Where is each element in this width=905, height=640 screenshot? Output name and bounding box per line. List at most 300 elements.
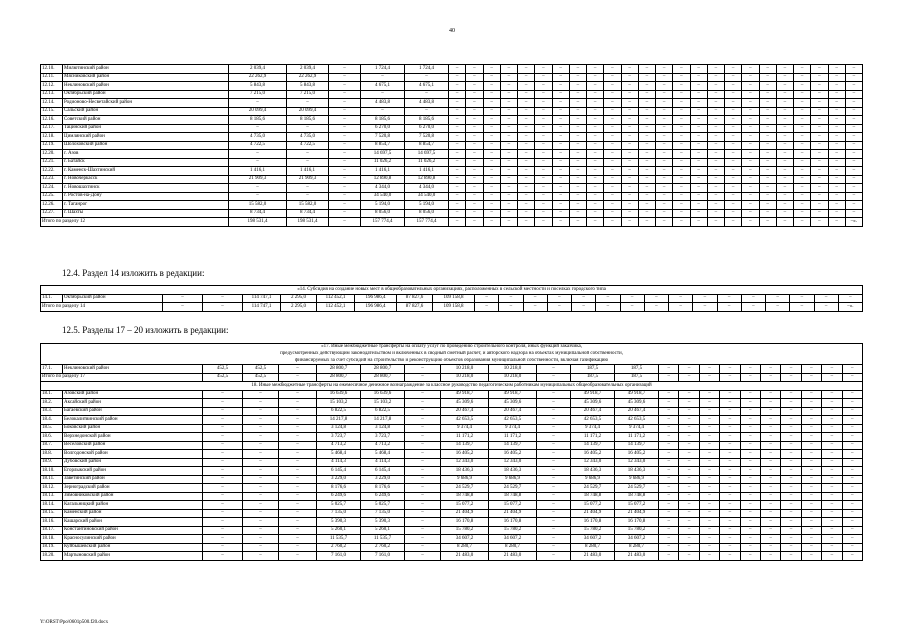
dash-cell: –: [621, 218, 638, 227]
value-cell: 21 483,0: [571, 552, 615, 561]
value-cell: 452,5: [243, 365, 279, 374]
dash-cell: –: [699, 475, 719, 484]
dash-cell: –: [405, 509, 441, 518]
dash-cell: –: [690, 124, 707, 133]
dash-cell: –: [569, 107, 586, 116]
municipality-name: Советский район: [63, 116, 229, 125]
value-cell: 45 309,6: [489, 399, 537, 408]
dash-cell: –: [604, 82, 621, 91]
dash-cell: –: [707, 218, 724, 227]
dash-cell: –: [740, 399, 760, 408]
dash-cell: –: [781, 407, 801, 416]
dash-cell: –: [725, 218, 742, 227]
dash-cell: –: [203, 484, 243, 493]
value-cell: 7 215,0: [229, 90, 287, 99]
dash-cell: –: [483, 184, 500, 193]
dash-cell: –: [243, 543, 279, 552]
dash-cell: –: [842, 484, 863, 493]
dash-cell: –: [822, 552, 842, 561]
dash-cell: –: [279, 458, 317, 467]
value-cell: 16 405,2: [489, 450, 537, 459]
dash-cell: –: [552, 184, 569, 193]
value-cell: 4 722,5: [229, 141, 287, 150]
dash-cell: –: [596, 294, 620, 303]
value-cell: –: [287, 150, 329, 159]
dash-cell: –: [740, 526, 760, 535]
dash-cell: –: [466, 124, 483, 133]
dash-cell: –: [742, 175, 759, 184]
value-cell: 14 217,8: [361, 416, 405, 425]
dash-cell: –: [781, 365, 801, 374]
value-cell: 8 185,6: [287, 116, 329, 125]
dash-cell: –: [552, 90, 569, 99]
dash-cell: –: [552, 167, 569, 176]
dash-cell: –: [794, 82, 811, 91]
value-cell: 15 077,2: [615, 501, 659, 510]
dash-cell: –: [759, 82, 776, 91]
dash-cell: –: [483, 73, 500, 82]
dash-cell: –: [760, 535, 780, 544]
dash-cell: –: [569, 218, 586, 227]
dash-cell: –: [822, 526, 842, 535]
dash-cell: –: [656, 150, 673, 159]
dash-cell: –: [699, 509, 719, 518]
dash-cell: –: [279, 518, 317, 527]
value-cell: –: [405, 73, 449, 82]
value-cell: 6 249,6: [361, 492, 405, 501]
dash-cell: –: [760, 552, 780, 561]
dash-cell: –: [720, 441, 740, 450]
dash-cell: –: [828, 99, 845, 108]
dash-cell: –: [801, 407, 821, 416]
value-cell: 8 280,7: [615, 543, 659, 552]
dash-cell: –: [679, 407, 699, 416]
dash-cell: –: [405, 390, 441, 399]
total-value: 187,5: [615, 373, 659, 382]
total-label: Итого по разделу 17: [41, 373, 203, 382]
dash-cell: –: [279, 441, 317, 450]
dash-cell: –: [759, 141, 776, 150]
row-number: 18.10.: [41, 467, 63, 476]
dash-cell: –: [759, 184, 776, 193]
value-cell: 20 467,4: [615, 407, 659, 416]
dash-cell: –: [845, 73, 862, 82]
dash-cell: –: [466, 209, 483, 218]
value-cell: 5 390,3: [317, 518, 361, 527]
table-row: [41, 390, 863, 399]
dash-cell: –: [742, 209, 759, 218]
value-cell: 14 139,7: [571, 441, 615, 450]
dash-cell: –: [760, 467, 780, 476]
dash-cell: –: [483, 150, 500, 159]
dash-cell: –: [405, 535, 441, 544]
value-cell: 2 760,2: [317, 543, 361, 552]
caption-row: [41, 344, 863, 351]
dash-cell: –: [690, 73, 707, 82]
dash-cell: –: [845, 175, 862, 184]
dash-cell: –: [720, 484, 740, 493]
dash-cell: –: [690, 82, 707, 91]
dash-cell: –: [707, 116, 724, 125]
total-value: 198 531,4: [287, 218, 329, 227]
dash-cell: –: [760, 433, 780, 442]
dash-cell: –: [518, 201, 535, 210]
row-number: 12.22.: [41, 167, 63, 176]
dash-cell: –: [569, 201, 586, 210]
dash-cell: –: [569, 175, 586, 184]
total-value: 10 218,0: [441, 373, 489, 382]
dash-cell: –: [759, 167, 776, 176]
dash-cell: –: [776, 150, 793, 159]
dash-cell: –: [466, 90, 483, 99]
row-number: 12.27.: [41, 209, 63, 218]
dash-cell: –: [828, 124, 845, 133]
dash-cell: –: [725, 201, 742, 210]
dash-cell: –: [203, 416, 243, 425]
table-row: [41, 501, 863, 510]
dash-cell: –: [535, 73, 552, 82]
total-row: [41, 303, 863, 312]
dash-cell: –: [720, 492, 740, 501]
dash-cell: –: [537, 543, 571, 552]
value-cell: –: [329, 209, 361, 218]
dash-cell: –: [604, 158, 621, 167]
dash-cell: –: [604, 218, 621, 227]
dash-cell: –: [537, 501, 571, 510]
dash-cell: –: [828, 133, 845, 142]
dash-cell: –: [243, 458, 279, 467]
dash-cell: –: [822, 365, 842, 374]
dash-cell: –: [842, 441, 863, 450]
dash-cell: –: [707, 99, 724, 108]
dash-cell: –: [659, 509, 679, 518]
dash-cell: –: [699, 373, 719, 382]
dash-cell: –: [717, 294, 741, 303]
value-cell: 21 909,3: [287, 175, 329, 184]
dash-cell: –: [518, 65, 535, 74]
dash-cell: –: [801, 441, 821, 450]
dash-cell: –: [552, 99, 569, 108]
total-value: 196 986,4: [355, 303, 397, 312]
dash-cell: –: [405, 492, 441, 501]
value-cell: –: [229, 124, 287, 133]
dash-cell: –: [759, 90, 776, 99]
dash-cell: –: [552, 150, 569, 159]
caption-row: [41, 286, 863, 295]
dash-cell: –: [760, 416, 780, 425]
municipality-name: Константиновский район: [63, 526, 203, 535]
dash-cell: –: [552, 116, 569, 125]
dash-cell: –: [620, 303, 644, 312]
total-value: –: [405, 373, 441, 382]
dash-cell: –: [279, 535, 317, 544]
caption-row: [41, 382, 863, 391]
dash-cell: –: [679, 535, 699, 544]
municipality-name: Шолоховский район: [63, 141, 229, 150]
dash-cell: –: [569, 184, 586, 193]
dash-cell: –: [740, 407, 760, 416]
dash-cell: –: [673, 150, 690, 159]
table-row: [41, 441, 863, 450]
table-row: [41, 365, 863, 374]
dash-cell: –: [760, 441, 780, 450]
dash-cell: –: [621, 192, 638, 201]
dash-cell: –: [673, 209, 690, 218]
municipality-name: Азовский район: [63, 390, 203, 399]
dash-cell: –: [801, 373, 821, 382]
page-number: 40: [449, 28, 455, 34]
row-number: 12.11.: [41, 73, 63, 82]
dash-cell: –: [500, 107, 517, 116]
dash-cell: –: [500, 99, 517, 108]
dash-cell: –: [699, 365, 719, 374]
dash-cell: –: [656, 167, 673, 176]
dash-cell: –: [699, 552, 719, 561]
dash-cell: –: [740, 390, 760, 399]
dash-cell: –: [776, 90, 793, 99]
dash-cell: –: [759, 218, 776, 227]
table-row: [41, 175, 863, 184]
dash-cell: –: [587, 192, 604, 201]
dash-cell: –: [673, 65, 690, 74]
value-cell: 18 436,3: [615, 467, 659, 476]
value-cell: 18 748,8: [571, 492, 615, 501]
dash-cell: –: [405, 552, 441, 561]
value-cell: 24 529,7: [441, 484, 489, 493]
dash-cell: –: [842, 492, 863, 501]
value-cell: 14 697,5: [405, 150, 449, 159]
value-cell: 18 436,3: [441, 467, 489, 476]
value-cell: 34 607,2: [489, 535, 537, 544]
value-cell: 18 748,8: [489, 492, 537, 501]
dash-cell: –: [535, 82, 552, 91]
dash-cell: –: [760, 450, 780, 459]
dash-cell: –: [569, 192, 586, 201]
dash-cell: –: [781, 475, 801, 484]
dash-cell: –: [405, 467, 441, 476]
dash-cell: –: [405, 518, 441, 527]
dash-cell: –: [500, 141, 517, 150]
dash-cell: –: [828, 65, 845, 74]
dash-cell: –: [449, 167, 466, 176]
value-cell: –: [229, 150, 287, 159]
dash-cell: –: [781, 467, 801, 476]
dash-cell: –: [740, 535, 760, 544]
dash-cell: –: [638, 65, 655, 74]
section-14-heading: 12.4. Раздел 14 изложить в редакции:: [62, 268, 205, 278]
dash-cell: –: [243, 552, 279, 561]
dash-cell: –: [604, 150, 621, 159]
table-row: [41, 433, 863, 442]
dash-cell: –: [822, 390, 842, 399]
dash-cell: –: [638, 175, 655, 184]
table-row: [41, 99, 863, 108]
dash-cell: –: [669, 303, 693, 312]
dash-cell: –: [679, 492, 699, 501]
dash-cell: –: [828, 107, 845, 116]
dash-cell: –: [720, 475, 740, 484]
dash-cell: –: [707, 65, 724, 74]
dash-cell: –: [537, 458, 571, 467]
dash-cell: –: [203, 552, 243, 561]
municipality-name: г. Ростов-на-Дону: [63, 192, 229, 201]
dash-cell: –: [638, 150, 655, 159]
dash-cell: –: [760, 492, 780, 501]
value-cell: –: [329, 141, 361, 150]
dash-cell: –: [842, 416, 863, 425]
dash-cell: –: [405, 407, 441, 416]
dash-cell: –: [725, 65, 742, 74]
value-cell: –: [405, 365, 441, 374]
municipality-name: Неклиновский район: [63, 82, 229, 91]
value-cell: 5 194,0: [405, 201, 449, 210]
dash-cell: –: [707, 184, 724, 193]
dash-cell: –: [811, 133, 828, 142]
value-cell: 21 483,0: [441, 552, 489, 561]
dash-cell: –: [449, 201, 466, 210]
dash-cell: –: [552, 82, 569, 91]
total-value: 10 218,0: [489, 373, 537, 382]
table-row: [41, 82, 863, 91]
section-17-20-heading: 12.5. Разделы 17 – 20 изложить в редакции:: [62, 325, 229, 335]
value-cell: 34 607,2: [615, 535, 659, 544]
dash-cell: –: [537, 450, 571, 459]
dash-cell: –: [466, 133, 483, 142]
value-cell: 2 039,4: [287, 65, 329, 74]
dash-cell: –: [842, 518, 863, 527]
dash-cell: –: [842, 424, 863, 433]
dash-cell: –: [552, 141, 569, 150]
dash-cell: –: [659, 526, 679, 535]
dash-cell: –: [845, 192, 862, 201]
total-value: 2 295,0: [281, 303, 317, 312]
dash-cell: –: [552, 175, 569, 184]
dash-cell: –: [845, 209, 862, 218]
dash-cell: –: [822, 450, 842, 459]
dash-cell: –: [720, 433, 740, 442]
value-cell: 5 843,8: [229, 82, 287, 91]
dash-cell: –: [760, 424, 780, 433]
dash-cell: –: [449, 133, 466, 142]
dash-cell: –: [466, 167, 483, 176]
total-value: 114 747,1: [243, 303, 281, 312]
dash-cell: –: [523, 303, 547, 312]
total-value: –: [163, 303, 203, 312]
dash-cell: –: [203, 399, 243, 408]
value-cell: 8 056,0: [405, 209, 449, 218]
dash-cell: –: [760, 501, 780, 510]
row-number: 18.11.: [41, 475, 63, 484]
value-cell: 7 135,0: [317, 509, 361, 518]
total-label: Итого по разделу 14: [41, 303, 163, 312]
dash-cell: –: [572, 303, 596, 312]
dash-cell: –: [638, 90, 655, 99]
value-cell: 4 344,0: [361, 184, 405, 193]
dash-cell: –: [842, 535, 863, 544]
municipality-name: Каменский район: [63, 509, 203, 518]
dash-cell: –: [673, 82, 690, 91]
dash-cell: –: [679, 484, 699, 493]
value-cell: 9 374,4: [441, 424, 489, 433]
value-cell: –: [329, 116, 361, 125]
dash-cell: –: [537, 535, 571, 544]
value-cell: 16 170,8: [441, 518, 489, 527]
dash-cell: –: [466, 73, 483, 82]
dash-cell: –: [699, 526, 719, 535]
dash-cell: –: [776, 209, 793, 218]
value-cell: 7 520,8: [361, 133, 405, 142]
dash-cell: –: [405, 441, 441, 450]
value-cell: 4 675,1: [405, 82, 449, 91]
table-row: [41, 141, 863, 150]
municipality-name: Дубовский район: [63, 458, 203, 467]
dash-cell: –: [656, 218, 673, 227]
dash-cell: –: [449, 82, 466, 91]
dash-cell: –: [535, 150, 552, 159]
value-cell: 34 540,0: [405, 192, 449, 201]
value-cell: –: [329, 82, 361, 91]
dash-cell: –: [801, 543, 821, 552]
dash-cell: –: [279, 492, 317, 501]
municipality-name: Красносулинский район: [63, 535, 203, 544]
dash-cell: –: [679, 424, 699, 433]
value-cell: 18 748,8: [441, 492, 489, 501]
dash-cell: –: [547, 294, 571, 303]
table-row: [41, 552, 863, 561]
dash-cell: –: [587, 209, 604, 218]
dash-cell: –: [740, 492, 760, 501]
dash-cell: –: [781, 484, 801, 493]
dash-cell: –: [759, 209, 776, 218]
footer-file-path: Y:\ORST\Ppo\0601p500.f20.docx: [40, 620, 109, 625]
dash-cell: –: [500, 209, 517, 218]
dash-cell: –: [740, 450, 760, 459]
value-cell: –: [361, 107, 405, 116]
total-value: 157 774,4: [405, 218, 449, 227]
dash-cell: –: [243, 509, 279, 518]
dash-cell: –: [552, 201, 569, 210]
dash-cell: –: [781, 543, 801, 552]
dash-cell: –: [449, 184, 466, 193]
value-cell: 5 025,7: [317, 501, 361, 510]
section-12-table: [40, 64, 863, 227]
dash-cell: –: [814, 294, 838, 303]
dash-cell: –: [449, 124, 466, 133]
dash-cell: –: [690, 107, 707, 116]
dash-cell: –: [449, 158, 466, 167]
value-cell: 9 686,9: [489, 475, 537, 484]
dash-cell: –: [725, 209, 742, 218]
dash-cell: –: [656, 82, 673, 91]
municipality-name: Кагальницкий район: [63, 501, 203, 510]
row-number: 18.4.: [41, 416, 63, 425]
value-cell: 4 735,0: [287, 133, 329, 142]
dash-cell: –: [838, 294, 862, 303]
dash-cell: –: [656, 133, 673, 142]
row-number: 12.15.: [41, 107, 63, 116]
dash-cell: –: [569, 124, 586, 133]
dash-cell: –: [822, 424, 842, 433]
dash-cell: –: [690, 90, 707, 99]
dash-cell: –: [811, 184, 828, 193]
dash-cell: –: [535, 175, 552, 184]
dash-cell: –: [679, 390, 699, 399]
dash-cell: –: [243, 416, 279, 425]
dash-cell: –: [569, 158, 586, 167]
dash-cell: –: [707, 192, 724, 201]
dash-cell: –: [449, 65, 466, 74]
value-cell: 11 171,2: [441, 433, 489, 442]
